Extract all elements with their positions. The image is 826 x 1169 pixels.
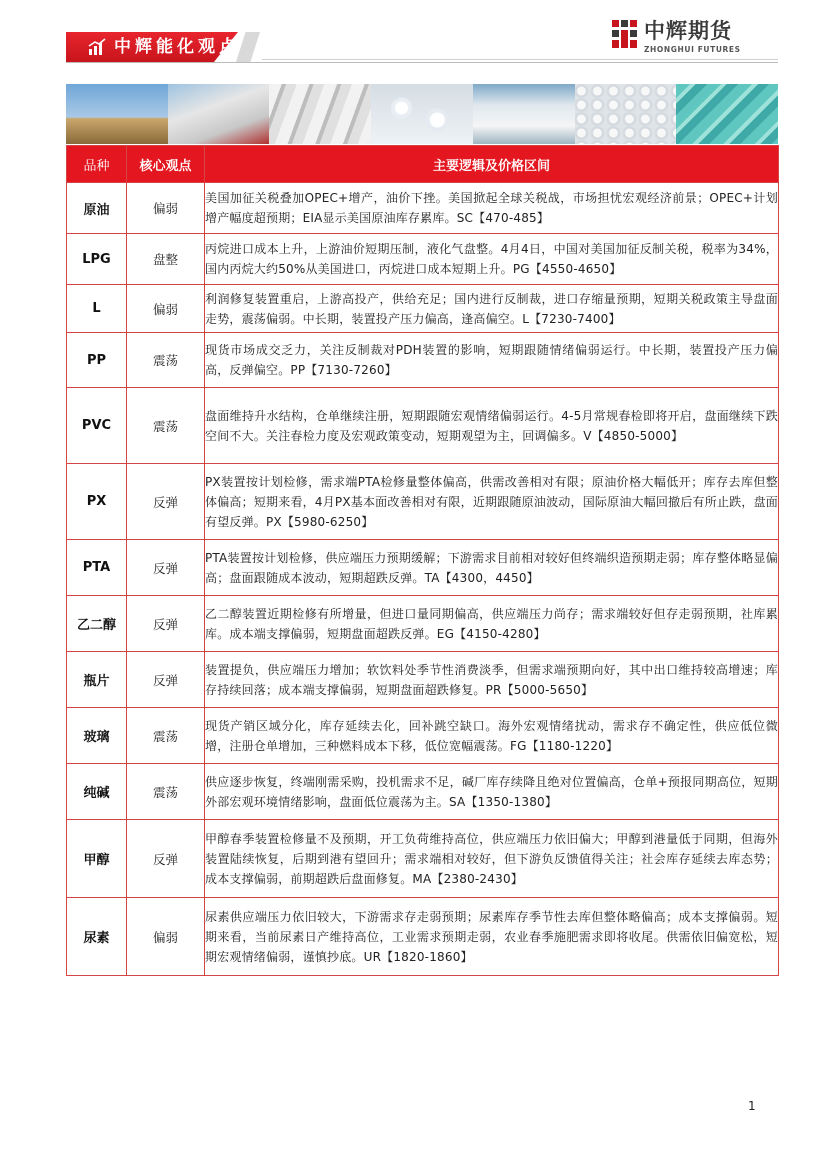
core-view: 反弹 <box>127 540 205 596</box>
table-row <box>67 183 779 234</box>
product-name: 玻璃 <box>67 708 127 764</box>
header-view: 核心观点 <box>127 146 205 183</box>
brand-logo <box>612 18 782 58</box>
core-view: 盘整 <box>127 234 205 285</box>
oil-pump-photo <box>66 84 168 144</box>
logic-text: 装置提负，供应端压力增加；软饮料处季节性消费淡季，但需求端预期向好，其中出口维持较高增速；库存持续回落；成本端支撑偏弱，短期盘面超跌修复。PR【5000-5650】 <box>205 652 779 708</box>
header-divider-thin <box>262 59 778 60</box>
section-title: 中辉能化观点 <box>114 37 240 57</box>
logic-text: 甲醇春季装置检修量不及预期，开工负荷维持高位，供应端压力依旧偏大；甲醇到港量低于同期，但海外装置陆续恢复，后期到港有望回升；需求端相对较好，但下游负反馈值得关注；社会库存延续去库态势；成本支撑偏弱，前期超跌后盘面修复。MA【2380-2430】 <box>205 820 779 898</box>
product-name: L <box>67 285 127 333</box>
logic-text: 现货市场成交乏力，关注反制裁对PDH装置的影响，短期跟随情绪偏弱运行。中长期，装置投产压力偏高，反弹偏空。PP【7130-7260】 <box>205 333 779 388</box>
core-view: 反弹 <box>127 596 205 652</box>
table-row <box>67 388 779 464</box>
page-number: 1 <box>748 1099 756 1113</box>
core-view: 反弹 <box>127 820 205 898</box>
table-row <box>67 596 779 652</box>
table-row <box>67 234 779 285</box>
viewpoint-table <box>66 145 779 976</box>
core-view: 偏弱 <box>127 285 205 333</box>
product-name: PTA <box>67 540 127 596</box>
core-view: 震荡 <box>127 333 205 388</box>
logic-text: 丙烷进口成本上升，上游油价短期压制，液化气盘整。4月4日，中国对美国加征反制关税，税率为34%，国内丙烷大约50%从美国进口，丙烷进口成本短期上升。PG【4550-4650】 <box>205 234 779 285</box>
product-name: 瓶片 <box>67 652 127 708</box>
table-row <box>67 540 779 596</box>
logic-text: 美国加征关税叠加OPEC+增产，油价下挫。美国掀起全球关税战，市场担忧宏观经济前景；OPEC+计划增产幅度超预期；EIA显示美国原油库存累库。SC【470-485】 <box>205 183 779 234</box>
table-row <box>67 285 779 333</box>
lpg-tank-photo <box>168 84 270 144</box>
table-row <box>67 464 779 540</box>
section-banner <box>66 32 262 62</box>
bar-chart-icon <box>88 38 106 56</box>
table-row <box>67 820 779 898</box>
table-row <box>67 898 779 976</box>
pellets-photo <box>575 84 677 144</box>
core-view: 偏弱 <box>127 898 205 976</box>
company-logo-icon <box>612 20 638 48</box>
product-name: 尿素 <box>67 898 127 976</box>
core-view: 震荡 <box>127 708 205 764</box>
product-name: LPG <box>67 234 127 285</box>
brand-name-en: ZHONGHUI FUTURES <box>644 45 741 54</box>
product-name: 原油 <box>67 183 127 234</box>
core-view: 反弹 <box>127 464 205 540</box>
logic-text: 盘面维持升水结构，仓单继续注册，短期跟随宏观情绪偏弱运行。4-5月常规春检即将开启，盘面继续下跌空间不大。关注春检力度及宏观政策变动，短期观望为主，回调偏多。V【4850-5000】 <box>205 388 779 464</box>
header-product: 品种 <box>67 146 127 183</box>
product-name: PP <box>67 333 127 388</box>
core-view: 震荡 <box>127 388 205 464</box>
logic-text: PX装置按计划检修，需求端PTA检修量整体偏高，供需改善相对有限；原油价格大幅低开；库存去库但整体偏高；短期来看，4月PX基本面改善相对有限，近期跟随原油波动，国际原油大幅回撤后有所止跌，盘面有望反弹。PX【5980-6250】 <box>205 464 779 540</box>
product-name: 甲醇 <box>67 820 127 898</box>
glass-sheets-photo <box>676 84 778 144</box>
logic-text: 供应逐步恢复，终端刚需采购，投机需求不足，碱厂库存续降且绝对位置偏高，仓单+预报同期高位，短期外部宏观环境情绪影响，盘面低位震荡为主。SA【1350-1380】 <box>205 764 779 820</box>
product-name: PX <box>67 464 127 540</box>
product-name: 乙二醇 <box>67 596 127 652</box>
core-view: 反弹 <box>127 652 205 708</box>
table-row <box>67 764 779 820</box>
plastic-pellets-photo <box>371 84 473 144</box>
logic-text: PTA装置按计划检修，供应端压力预期缓解；下游需求目前相对较好但终端织造预期走弱；库存整体略显偏高；盘面跟随成本波动，短期超跌反弹。TA【4300，4450】 <box>205 540 779 596</box>
table-row <box>67 652 779 708</box>
product-name: 纯碱 <box>67 764 127 820</box>
brand-name-cn: 中辉期货 <box>644 19 732 43</box>
logic-text: 尿素供应端压力依旧较大，下游需求存走弱预期；尿素库存季节性去库但整体略偏高；成本支撑偏弱。短期来看，当前尿素日产维持高位，工业需求预期走弱，农业春季施肥需求即将收尾。供需依旧偏宽松，短期宏观情绪偏弱，谨慎抄底。UR【1820-1860】 <box>205 898 779 976</box>
table-row <box>67 708 779 764</box>
core-view: 震荡 <box>127 764 205 820</box>
ethylene-glycol-photo <box>473 84 575 144</box>
header-logic: 主要逻辑及价格区间 <box>205 146 779 183</box>
table-row <box>67 333 779 388</box>
pvc-pipes-photo <box>269 84 371 144</box>
product-photo-strip <box>66 84 778 144</box>
core-view: 偏弱 <box>127 183 205 234</box>
logic-text: 乙二醇装置近期检修有所增量，但进口量同期偏高，供应端压力尚存；需求端较好但存走弱预期，社库累库。成本端支撑偏弱，短期盘面超跌反弹。EG【4150-4280】 <box>205 596 779 652</box>
product-name: PVC <box>67 388 127 464</box>
table-header-row <box>67 146 779 183</box>
logic-text: 利润修复装置重启，上游高投产，供给充足；国内进行反制裁，进口存缩量预期，短期关税政策主导盘面走势，震荡偏弱。中长期，装置投产压力偏高，逢高偏空。L【7230-7400】 <box>205 285 779 333</box>
header-divider <box>66 62 778 63</box>
logic-text: 现货产销区域分化，库存延续去化，回补跳空缺口。海外宏观情绪扰动，需求存不确定性，供应低位微增，注册仓单增加，三种燃料成本下移，低位宽幅震荡。FG【1180-1220】 <box>205 708 779 764</box>
